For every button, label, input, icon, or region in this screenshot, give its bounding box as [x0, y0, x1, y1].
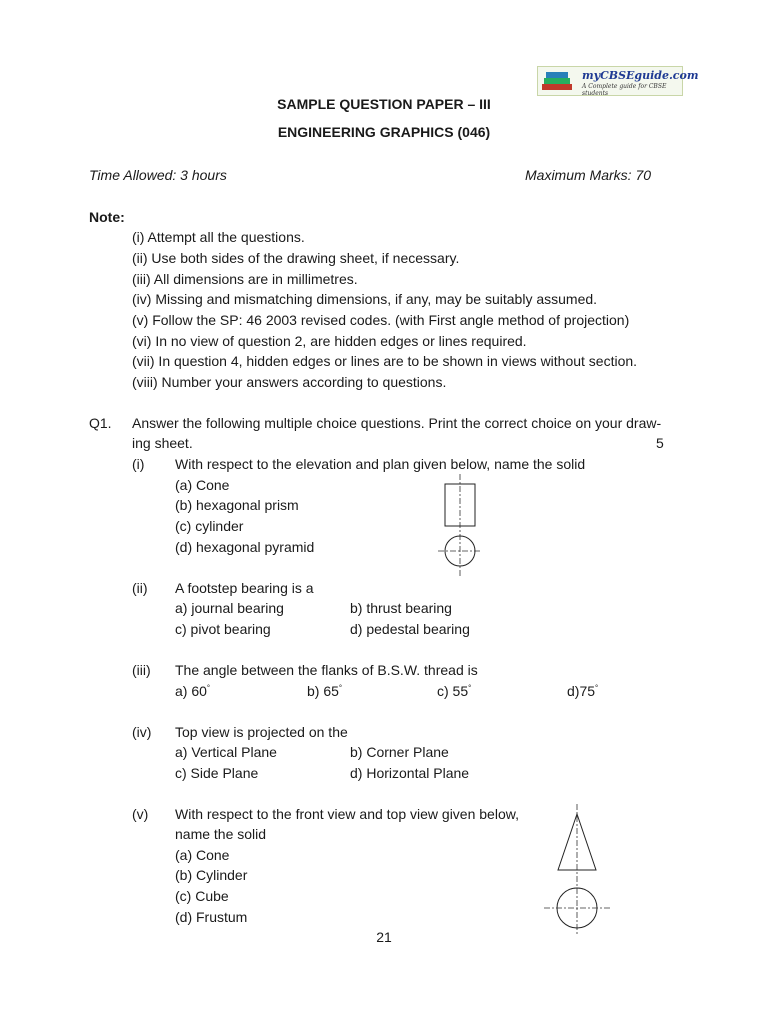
- degree-symbol: °: [468, 683, 472, 693]
- part-question: The angle between the flanks of B.S.W. thread is: [175, 662, 478, 678]
- option: [307, 683, 342, 699]
- part-number: (v): [132, 806, 149, 822]
- option: a) journal bearing: [175, 600, 284, 616]
- option: [567, 683, 598, 699]
- option: d) Horizontal Plane: [350, 765, 470, 781]
- option: (b) hexagonal prism: [175, 497, 299, 513]
- option: a) Vertical Plane: [175, 744, 277, 760]
- paper-subject: ENGINEERING GRAPHICS (046): [277, 124, 491, 140]
- option: (d) hexagonal pyramid: [175, 539, 315, 555]
- logo-tagline: A Complete guide for CBSE students: [582, 83, 667, 97]
- option-text: a) 60: [175, 683, 207, 699]
- option: (c) cylinder: [175, 518, 244, 534]
- page-number: 21: [376, 929, 392, 945]
- cone-projection-figure: [542, 804, 614, 936]
- option: (a) Cone: [175, 847, 230, 863]
- note-item: (ii) Use both sides of the drawing sheet, if necessary.: [132, 250, 460, 266]
- books-icon: [541, 70, 575, 92]
- option: d) pedestal bearing: [350, 621, 470, 637]
- option-text: c) 55: [437, 683, 469, 699]
- option: [175, 683, 210, 699]
- option: (c) Cube: [175, 888, 229, 904]
- option: (a) Cone: [175, 477, 230, 493]
- note-item: (viii) Number your answers according to questions.: [132, 374, 447, 390]
- time-allowed: Time Allowed: 3 hours: [89, 167, 227, 183]
- logo-brand: myCBSEguide.com: [582, 69, 699, 82]
- site-logo: [537, 66, 699, 97]
- part-question: With respect to the elevation and plan given below, name the solid: [175, 456, 586, 472]
- note-item: (iii) All dimensions are in millimetres.: [132, 271, 358, 287]
- question-number: Q1.: [89, 415, 112, 431]
- option: c) pivot bearing: [175, 621, 271, 637]
- option: c) Side Plane: [175, 765, 259, 781]
- part-number: (i): [132, 456, 145, 472]
- maximum-marks: Maximum Marks: 70: [525, 167, 652, 183]
- note-item: (i) Attempt all the questions.: [132, 229, 305, 245]
- option: [437, 683, 471, 699]
- option: (d) Frustum: [175, 909, 248, 925]
- degree-symbol: °: [338, 683, 343, 693]
- part-number: (iii): [132, 662, 151, 678]
- note-item: (v) Follow the SP: 46 2003 revised codes. (with First angle method of projection): [132, 312, 630, 328]
- degree-symbol: °: [595, 683, 599, 693]
- question-text: ing sheet.: [132, 435, 193, 451]
- part-question: A footstep bearing is a: [175, 580, 314, 596]
- part-question: Top view is projected on the: [175, 724, 348, 740]
- note-item: (iv) Missing and mismatching dimensions, if any, may be suitably assumed.: [132, 291, 598, 307]
- part-question: name the solid: [175, 826, 267, 842]
- option-text: b) 65: [307, 683, 339, 699]
- note-label: Note:: [89, 209, 125, 225]
- part-number: (iv): [132, 724, 152, 740]
- degree-symbol: °: [206, 683, 211, 693]
- part-question: With respect to the front view and top view given below,: [175, 806, 519, 822]
- part-number: (ii): [132, 580, 148, 596]
- cylinder-projection-figure: [430, 474, 490, 580]
- option-text: d)75: [567, 683, 596, 699]
- paper-title: SAMPLE QUESTION PAPER – III: [277, 96, 491, 112]
- question-marks: 5: [656, 435, 664, 451]
- option: b) thrust bearing: [350, 600, 452, 616]
- note-item: (vii) In question 4, hidden edges or lines are to be shown in views without section.: [132, 353, 638, 369]
- note-item: (vi) In no view of question 2, are hidden edges or lines required.: [132, 333, 527, 349]
- option: (b) Cylinder: [175, 867, 248, 883]
- option: b) Corner Plane: [350, 744, 449, 760]
- question-text: Answer the following multiple choice questions. Print the correct choice on your draw-: [132, 415, 662, 431]
